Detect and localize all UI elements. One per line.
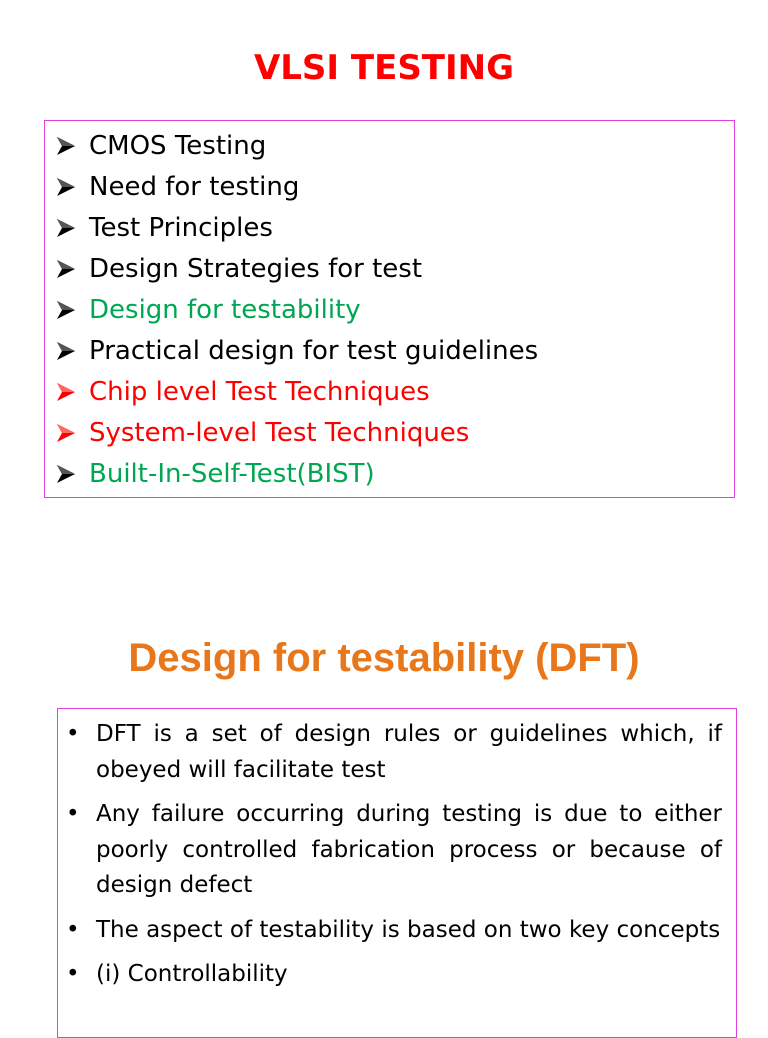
arrowhead-bullet-icon bbox=[55, 135, 77, 157]
arrowhead-bullet-icon bbox=[55, 463, 77, 485]
bullet-dot: • bbox=[66, 916, 80, 943]
list-item bbox=[55, 125, 538, 166]
list-item-label: Need for testing bbox=[89, 171, 300, 202]
list-item bbox=[66, 717, 722, 788]
arrowhead-bullet-icon bbox=[55, 258, 77, 280]
list-item bbox=[66, 913, 722, 949]
list-item-label: Built-In-Self-Test(BIST) bbox=[89, 458, 375, 489]
arrowhead-bullet-icon bbox=[55, 299, 77, 321]
dft-list bbox=[66, 717, 722, 1002]
list-item-label: System-level Test Techniques bbox=[89, 417, 470, 448]
list-item-text: (i) Controllability bbox=[96, 961, 288, 987]
list-item bbox=[55, 248, 538, 289]
bullet-dot: • bbox=[66, 961, 80, 987]
list-item bbox=[66, 797, 722, 904]
list-item bbox=[55, 207, 538, 248]
list-item bbox=[55, 330, 538, 371]
list-item-text: The aspect of testability is based on two key concepts bbox=[96, 916, 721, 943]
list-item bbox=[55, 412, 538, 453]
list-item bbox=[55, 453, 538, 494]
arrowhead-bullet-icon bbox=[55, 340, 77, 362]
list-item bbox=[66, 957, 722, 993]
dft-content-box bbox=[57, 708, 737, 1038]
list-item-label: Chip level Test Techniques bbox=[89, 376, 430, 407]
list-item-label: Practical design for test guidelines bbox=[89, 335, 539, 366]
bullet-dot: • bbox=[66, 801, 80, 827]
list-item-text: DFT is a set of design rules or guidelines which, if obeyed will facilitate test bbox=[96, 721, 722, 783]
slide-title-vlsi-testing: VLSI TESTING bbox=[253, 48, 515, 88]
list-item bbox=[55, 166, 538, 207]
list-item-label: Design Strategies for test bbox=[89, 253, 423, 284]
list-item-label: CMOS Testing bbox=[89, 130, 267, 161]
slide-title-dft: Design for testability (DFT) bbox=[128, 636, 640, 680]
topics-list bbox=[55, 125, 538, 494]
bullet-dot: • bbox=[66, 721, 80, 747]
arrowhead-bullet-icon bbox=[55, 217, 77, 239]
list-item-text: Any failure occurring during testing is due to either poorly controlled fabrication process or because of design defect bbox=[96, 801, 722, 898]
list-item-label: Test Principles bbox=[89, 212, 273, 243]
topics-box bbox=[44, 120, 735, 498]
list-item-label: Design for testability bbox=[89, 294, 361, 325]
arrowhead-bullet-icon bbox=[55, 422, 77, 444]
arrowhead-bullet-icon bbox=[55, 381, 77, 403]
arrowhead-bullet-icon bbox=[55, 176, 77, 198]
list-item bbox=[55, 371, 538, 412]
list-item bbox=[55, 289, 538, 330]
